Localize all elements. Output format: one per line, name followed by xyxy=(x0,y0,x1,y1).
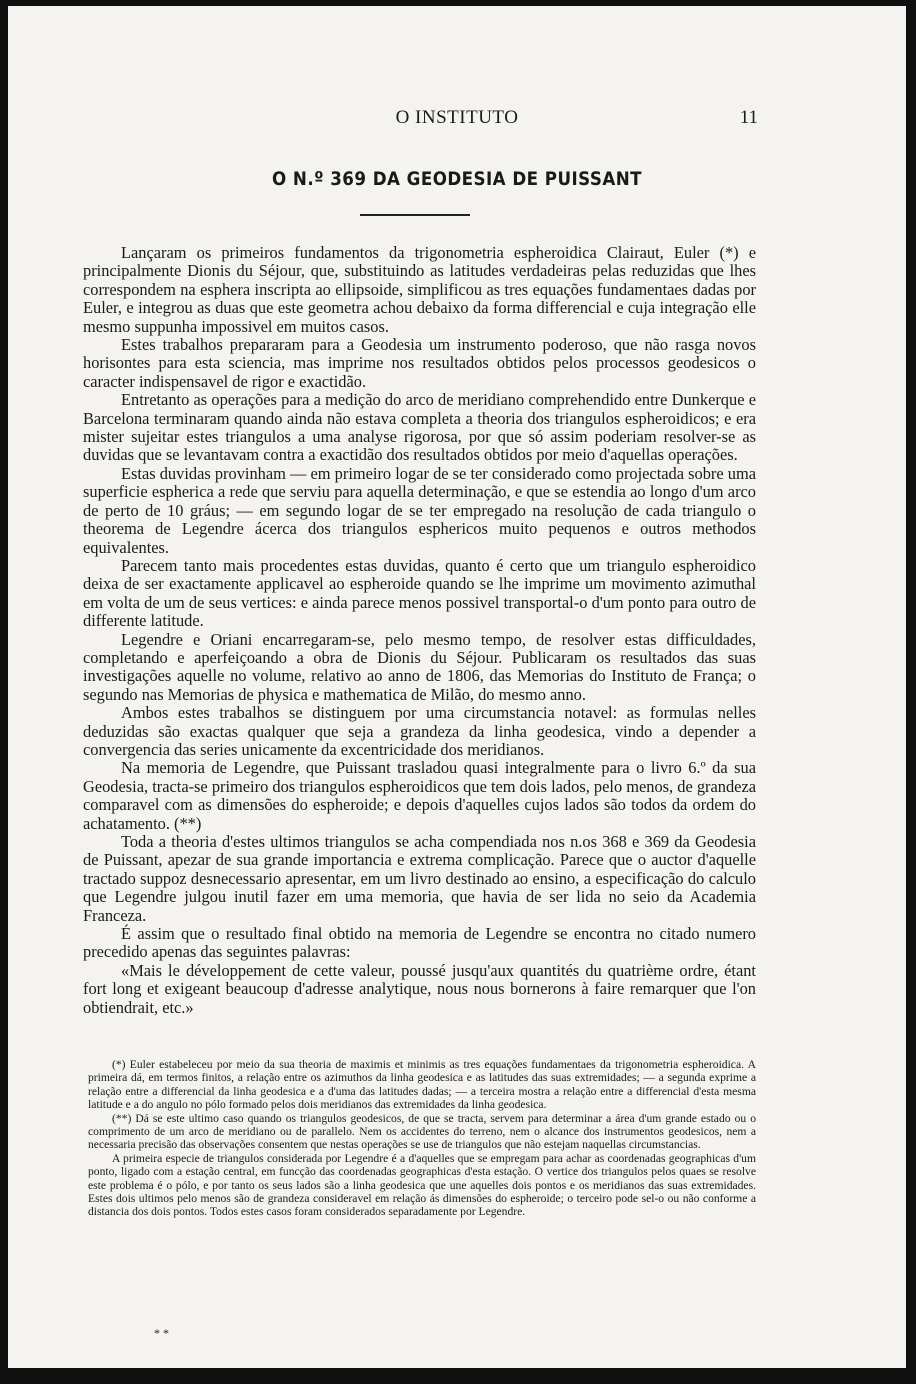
paragraph: Na memoria de Legendre, que Puissant trasladou quasi integralmente para o livro 6.º da sua Geodesia, tracta-se primeiro dos triangulos espheroidicos que tem dois lados, pelo menos, de grandeza comparavel com as dimensões do espheroide; e depois d'aquelles cujos lados são todos da ordem do achatamento. (**) xyxy=(83,758,756,833)
paragraph: Parecem tanto mais procedentes estas duvidas, quanto é certo que um triangulo espheroidico deixa de ser exactamente applicavel ao espheroide quando se lhe imprime um movimento azimuthal em volta de um de seus vertices: e ainda parece menos possivel transportal-o d'um ponto para outro de differente latitude. xyxy=(83,555,756,631)
paragraph: Entretanto as operações para a medição do arco de meridiano comprehendido entre Dunkerque e Barcelona terminaram quando ainda não estava completa a theoria dos triangulos espheroidicos; e era mister sujeitar estes triangulos a uma analyse rigorosa, por que só assim poderiam resolver-se as duvidas que se levantavam contra a exactidão dos resultados obtidos por meio d'aquellas operações. xyxy=(83,390,756,465)
page-number: 11 xyxy=(739,107,758,128)
paragraph: Estes trabalhos prepararam para a Geodesia um instrumento poderoso, que não rasga novos horisontes para esta sciencia, mas imprime nos resultados obtidos pelos processos geodesicos o caracter indispensavel de rigor e exactidão. xyxy=(83,335,756,391)
footnote: (*) Euler estabeleceu por meio da sua theoria de maximis et minimis as tres equações fundamentaes da trigonometria espheroidica. A primeira dá, em termos finitos, a relação entre os azimuthos da linha geodesica e as latitudes das suas extremidades; — a segunda exprime a relação entre a differencial da linha geodesica e a d'uma das latitudes dadas; — a terceira mostra a relação entre a differencial d'esta mesma latitude e a do angulo no pólo formado pelos dois meridianos das extremidades da linha geodesica. xyxy=(88,1058,756,1112)
paragraph: Legendre e Oriani encarregaram-se, pelo mesmo tempo, de resolver estas difficuldades, completando e aperfeiçoando a obra de Dionis du Séjour. Publicaram os resultados das suas investigações aquelle no volume, relativo ao anno de 1806, das Memorias do Instituto de França; o segundo nas Memorias de physica e mathematica de Milão, do mesmo anno. xyxy=(83,629,756,704)
title-divider xyxy=(360,214,470,216)
paragraph: Ambos estes trabalhos se distinguem por uma circumstancia notavel: as formulas nelles deduzidas são exactas qualquer que seja a grandeza da linha geodesica, vindo a depender a convergencia das series unicamente da excentricidade dos meridianos. xyxy=(83,703,756,759)
running-title: O INSTITUTO xyxy=(395,107,519,128)
paragraph: Estas duvidas provinham — em primeiro logar de se ter considerado como projectada sobre uma superficie espherica a rede que serviu para aquella determinação, e que se estendia ao longo d'um arco de perto de 10 gráus; — em segundo logar de se ter empregado na resolução de cada triangulo o theorema de Legendre ácerca dos triangulos esphericos muito pequenos e outros methodos equivalentes. xyxy=(83,463,756,557)
article-title: O N.º 369 DA GEODESIA DE PUISSANT xyxy=(271,168,643,190)
footnotes xyxy=(88,1058,756,1219)
end-mark: * * xyxy=(154,1326,169,1340)
quotation: «Mais le développement de cette valeur, poussé jusqu'aux quantités du quatrième ordre, étant fort long et exigeant beaucoup d'adresse analytique, nous nous bornerons à faire remarquer que l'on obtiendrait, etc.» xyxy=(83,960,756,1017)
paragraph: Lançaram os primeiros fundamentos da trigonometria espheroidica Clairaut, Euler (*) e principalmente Dionis du Séjour, que, substituindo as latitudes verdadeiras pelas reduzidas que lhes correspondem na esphera inscripta ao ellipsoide, simplificou as tres equações fundamentaes dadas por Euler, e integrou as duas que este geometra achou debaixo da forma differencial e cuja integração elle mesmo suppunha impossivel em muitos casos. xyxy=(83,243,756,336)
footnote: (**) Dá se este ultimo caso quando os triangulos geodesicos, de que se tracta, servem para determinar a área d'um grande estado ou o comprimento de um arco de meridiano ou de parallelo. Nem os accidentes do terreno, nem o alcance dos instrumentos geodesicos, nem a necessaria precisão das observações consentem que nestas operações se use de triangulos que não estejam naquellas circumstancias. xyxy=(88,1111,756,1152)
footnote: A primeira especie de triangulos considerada por Legendre é a d'aquelles que se empregam para achar as coordenadas geographicas d'um ponto, ligado com a estação central, em funcção das coordenadas geographicas d'esta estação. O vertice dos triangulos pelos quaes se resolve este problema é o pólo, e por tanto os seus lados são a linha geodesica que une aquelles dois pontos e os meridianos das suas extremidades. Estes dois ultimos pelo menos são de grandeza consideravel em relação ás dimensões do espheroide; o terceiro pode sel-o ou não conforme a distancia dos dois pontos. Todos estes casos foram considerados separadamente por Legendre. xyxy=(88,1151,756,1219)
article-body xyxy=(83,244,756,1017)
paragraph: É assim que o resultado final obtido na memoria de Legendre se encontra no citado numero precedido apenas das seguintes palavras: xyxy=(83,924,756,962)
document-page xyxy=(8,6,906,1368)
page-header xyxy=(8,107,906,131)
paragraph: Toda a theoria d'estes ultimos triangulos se acha compendiada nos n.os 368 e 369 da Geodesia de Puissant, apezar de sua grande importancia e extrema complicação. Parece que o auctor d'aquelle tractado suppoz desnecessario apresentar, em um livro destinado ao ensino, a especificação do calculo que Legendre julgou inutil fazer em uma memoria, que havia de ser lida no seio da Academia Franceza. xyxy=(83,832,756,925)
